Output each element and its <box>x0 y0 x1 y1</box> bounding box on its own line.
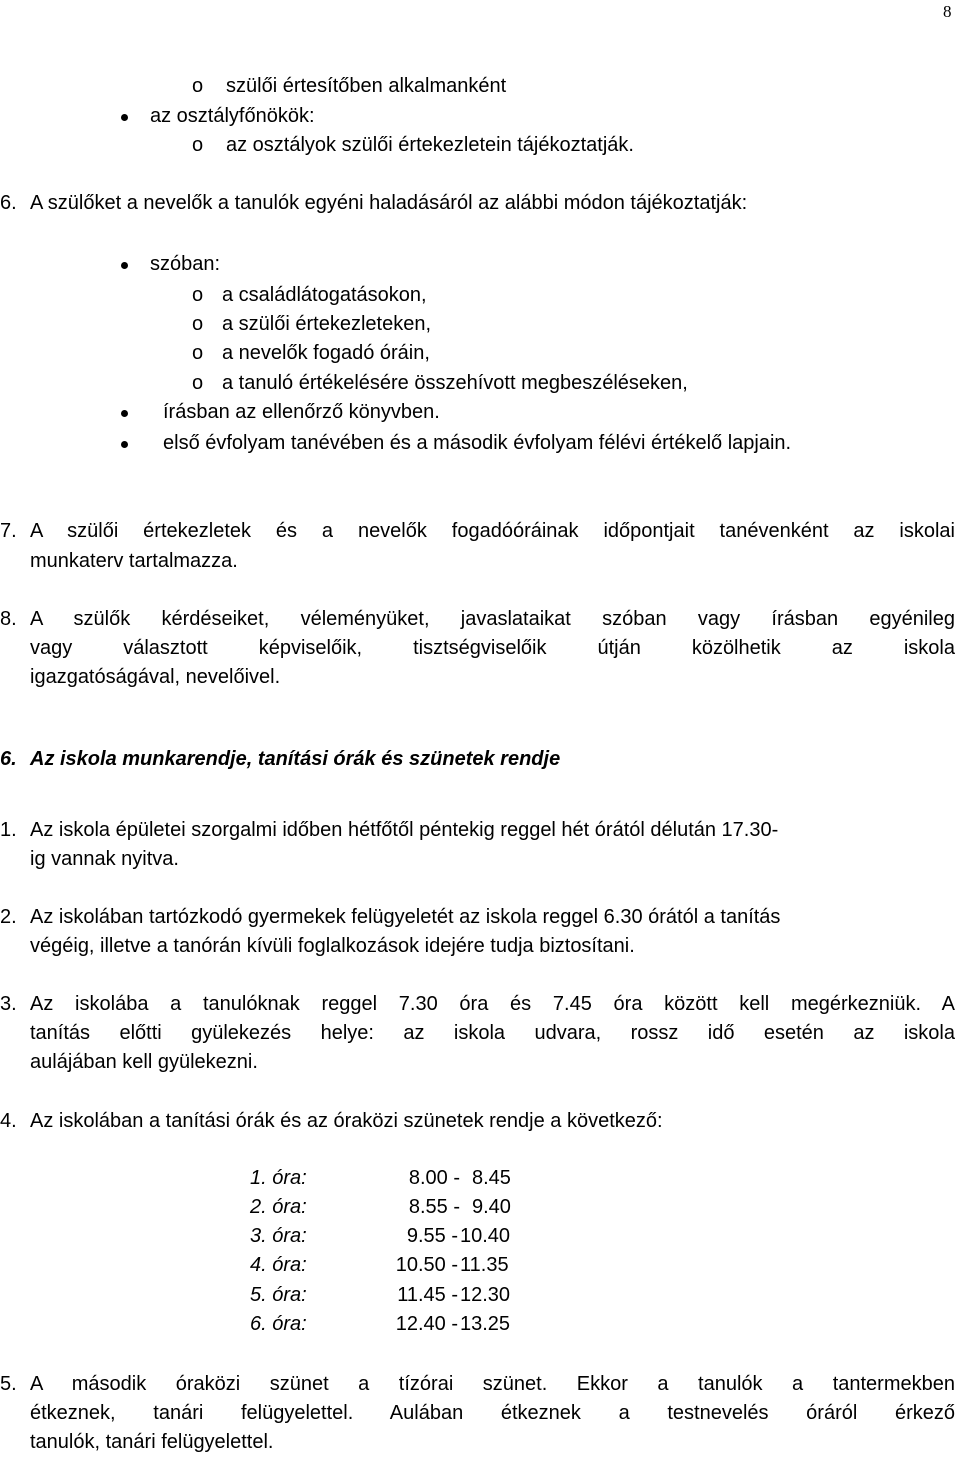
paragraph-number: 3. <box>0 993 17 1015</box>
section-number: 6. <box>0 748 17 770</box>
page-number: 8 <box>943 2 952 21</box>
schedule-start: 9.55 - <box>406 1225 458 1247</box>
schedule-end: 11.35 <box>460 1254 509 1276</box>
bullet-dot-icon <box>121 262 128 269</box>
list-item: az osztályok szülői értekezletein tájékoztatják. <box>226 134 634 156</box>
schedule-start: 10.50 - <box>395 1254 458 1276</box>
paragraph-text: A szülői értekezletek és a nevelők fogadóóráinak időpontjait tanévenként az iskolai <box>30 520 955 542</box>
schedule-end: 13.25 <box>460 1313 511 1335</box>
list-item: a tanuló értékelésére összehívott megbeszéléseken, <box>222 372 688 394</box>
section-title: Az iskola munkarendje, tanítási órák és szünetek rendje <box>30 748 561 770</box>
paragraph-text: A szülőket a nevelők a tanulók egyéni haladásáról az alábbi módon tájékoztatják: <box>30 192 748 214</box>
paragraph-text: Az iskolában a tanítási órák és az óraközi szünetek rendje a következő: <box>30 1110 663 1132</box>
paragraph-text: végéig, illetve a tanórán kívüli foglalkozások idejére tudja biztosítani. <box>30 935 635 957</box>
sub-bullet-marker: o <box>192 134 204 156</box>
paragraph-number: 6. <box>0 192 17 214</box>
paragraph-text: tanulók, tanári felügyelettel. <box>30 1431 274 1453</box>
paragraph-number: 5. <box>0 1373 17 1395</box>
sub-bullet-marker: o <box>192 313 204 335</box>
schedule-period-label: 4. óra: <box>250 1254 307 1276</box>
paragraph-number: 1. <box>0 819 17 841</box>
list-item: első évfolyam tanévében és a második évfolyam félévi értékelő lapjain. <box>163 432 792 454</box>
bullet-dot-icon <box>121 441 128 448</box>
paragraph-text: Az iskolában tartózkodó gyermekek felügyeletét az iskola reggel 6.30 órától a tanítás <box>30 906 781 928</box>
schedule-start: 8.00 - <box>408 1167 460 1189</box>
list-item: szülői értesítőben alkalmanként <box>226 75 507 97</box>
paragraph-text: ig vannak nyitva. <box>30 848 179 870</box>
paragraph-text: A második óraközi szünet a tízórai szünet. Ekkor a tanulók a tantermekben <box>30 1373 955 1395</box>
paragraph-text: igazgatóságával, nevelőivel. <box>30 666 281 688</box>
bullet-dot-icon <box>121 114 128 121</box>
list-item: írásban az ellenőrző könyvben. <box>163 401 440 423</box>
list-item: a szülői értekezleteken, <box>222 313 432 335</box>
schedule-period-label: 1. óra: <box>250 1167 307 1189</box>
paragraph-text: A szülők kérdéseiket, véleményüket, javaslataikat szóban vagy írásban egyénileg <box>30 608 955 630</box>
list-item: az osztályfőnökök: <box>150 105 315 127</box>
schedule-period-label: 5. óra: <box>250 1284 307 1306</box>
list-item: a családlátogatásokon, <box>222 284 427 306</box>
sub-bullet-marker: o <box>192 75 204 97</box>
paragraph-text: Az iskolába a tanulóknak reggel 7.30 óra és 7.45 óra között kell megérkezniük. A <box>30 993 955 1015</box>
paragraph-text: vagy választott képviselőik, tisztségviselőik útján közölhetik az iskola <box>30 637 955 659</box>
schedule-start: 12.40 - <box>395 1313 458 1335</box>
schedule-end: 10.40 <box>460 1225 511 1247</box>
paragraph-text: étkeznek, tanári felügyelettel. Aulában étkeznek a testnevelés óráról érkező <box>30 1402 955 1424</box>
schedule-end: 12.30 <box>460 1284 511 1306</box>
schedule-period-label: 3. óra: <box>250 1225 307 1247</box>
paragraph-text: munkaterv tartalmazza. <box>30 550 238 572</box>
paragraph-text: tanítás előtti gyülekezés helye: az iskola udvara, rossz idő esetén az iskola <box>30 1022 955 1044</box>
schedule-start: 11.45 - <box>397 1284 458 1306</box>
paragraph-number: 7. <box>0 520 17 542</box>
sub-bullet-marker: o <box>192 372 204 394</box>
paragraph-text: aulájában kell gyülekezni. <box>30 1051 258 1073</box>
schedule-period-label: 6. óra: <box>250 1313 307 1335</box>
schedule-end: 9.40 <box>472 1196 511 1218</box>
paragraph-number: 2. <box>0 906 17 928</box>
sub-bullet-marker: o <box>192 342 204 364</box>
sub-bullet-marker: o <box>192 284 204 306</box>
paragraph-number: 4. <box>0 1110 17 1132</box>
schedule-start: 8.55 - <box>408 1196 460 1218</box>
schedule-period-label: 2. óra: <box>250 1196 307 1218</box>
bullet-dot-icon <box>121 410 128 417</box>
schedule-end: 8.45 <box>472 1167 511 1189</box>
paragraph-number: 8. <box>0 608 17 630</box>
paragraph-text: Az iskola épületei szorgalmi időben hétfőtől péntekig reggel hét órától délután 17.30- <box>30 819 779 841</box>
list-item: szóban: <box>150 253 221 275</box>
list-item: a nevelők fogadó óráin, <box>222 342 430 364</box>
